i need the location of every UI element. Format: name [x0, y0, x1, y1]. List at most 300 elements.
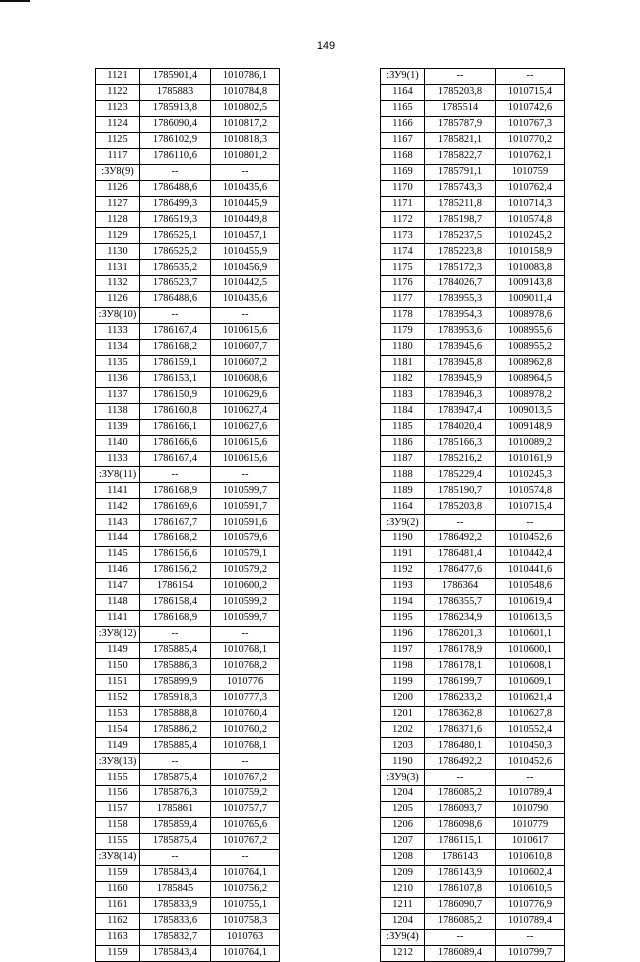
x-coordinate-cell: 1785843,4	[140, 945, 211, 961]
table-row	[96, 292, 280, 308]
x-coordinate-cell: 1786167,7	[140, 515, 211, 531]
point-number-cell: :ЗУ8(10)	[96, 308, 140, 324]
point-number-cell: 1198	[381, 658, 425, 674]
x-coordinate-cell: 1785172,3	[425, 260, 496, 276]
point-number-cell: 1126	[96, 180, 140, 196]
point-number-cell: 1204	[381, 786, 425, 802]
x-coordinate-cell: 1786167,4	[140, 451, 211, 467]
x-coordinate-cell: 1785886,2	[140, 722, 211, 738]
y-coordinate-cell: 1010450,3	[496, 738, 565, 754]
x-coordinate-cell: 1785791,1	[425, 164, 496, 180]
y-coordinate-cell: 1010599,2	[211, 594, 280, 610]
table-row	[96, 786, 280, 802]
x-coordinate-cell: 1785833,6	[140, 913, 211, 929]
point-number-cell: 1176	[381, 276, 425, 292]
table-row	[96, 403, 280, 419]
table-row	[96, 913, 280, 929]
coordinates-table-right	[380, 68, 565, 962]
point-number-cell: 1142	[96, 499, 140, 515]
table-row	[96, 579, 280, 595]
x-coordinate-cell: 1785845	[140, 881, 211, 897]
table-row	[381, 260, 565, 276]
y-coordinate-cell: 1009011,4	[496, 292, 565, 308]
table-row	[381, 786, 565, 802]
table-row	[381, 865, 565, 881]
y-coordinate-cell: 1009013,5	[496, 403, 565, 419]
table-row	[96, 770, 280, 786]
table-row	[381, 658, 565, 674]
y-coordinate-cell: 1010601,1	[496, 626, 565, 642]
x-coordinate-cell: 1786160,8	[140, 403, 211, 419]
x-coordinate-cell: 1786168,2	[140, 339, 211, 355]
table-row	[381, 116, 565, 132]
x-coordinate-cell: 1783945,8	[425, 355, 496, 371]
x-coordinate-cell: 1786115,1	[425, 834, 496, 850]
point-number-cell: 1135	[96, 355, 140, 371]
x-coordinate-cell: 1786154	[140, 579, 211, 595]
x-coordinate-cell: 1783946,3	[425, 387, 496, 403]
table-row	[381, 100, 565, 116]
point-number-cell: 1184	[381, 403, 425, 419]
y-coordinate-cell: 1010161,9	[496, 451, 565, 467]
point-number-cell: 1149	[96, 642, 140, 658]
point-number-cell: 1165	[381, 100, 425, 116]
x-coordinate-cell: 1786178,9	[425, 642, 496, 658]
x-coordinate-cell: 1785237,5	[425, 228, 496, 244]
y-coordinate-cell: 1010600,1	[496, 642, 565, 658]
table-row	[96, 180, 280, 196]
y-coordinate-cell: 1010245,3	[496, 467, 565, 483]
table-row	[381, 579, 565, 595]
point-number-cell: 1175	[381, 260, 425, 276]
point-number-cell: :ЗУ9(2)	[381, 515, 425, 531]
y-coordinate-cell: 1010158,9	[496, 244, 565, 260]
x-coordinate-cell: 1786233,2	[425, 690, 496, 706]
x-coordinate-cell: 1785229,4	[425, 467, 496, 483]
x-coordinate-cell: 1785223,8	[425, 244, 496, 260]
point-number-cell: :ЗУ9(1)	[381, 69, 425, 85]
parcel-header-row	[96, 754, 280, 770]
table-row	[96, 132, 280, 148]
point-number-cell: 1166	[381, 116, 425, 132]
y-coordinate-cell: 1010599,7	[211, 610, 280, 626]
y-coordinate-cell: 1010759,2	[211, 786, 280, 802]
table-row	[96, 929, 280, 945]
y-coordinate-cell: 1008955,6	[496, 324, 565, 340]
y-coordinate-cell: 1010619,4	[496, 594, 565, 610]
x-coordinate-cell: 1786168,9	[140, 483, 211, 499]
parcel-header-row	[96, 626, 280, 642]
x-coordinate-cell: 1786234,9	[425, 610, 496, 626]
y-coordinate-cell: 1010802,5	[211, 100, 280, 116]
y-coordinate-cell: 1010777,3	[211, 690, 280, 706]
x-coordinate-cell: 1783945,9	[425, 371, 496, 387]
x-coordinate-cell: 1786199,7	[425, 674, 496, 690]
point-number-cell: 1158	[96, 818, 140, 834]
y-coordinate-cell: 1010715,4	[496, 84, 565, 100]
y-coordinate-cell: 1010610,8	[496, 849, 565, 865]
point-number-cell: 1207	[381, 834, 425, 850]
parcel-header-row	[381, 69, 565, 85]
table-row	[96, 387, 280, 403]
point-number-cell: 1124	[96, 116, 140, 132]
table-row	[381, 371, 565, 387]
x-coordinate-cell: 1784020,4	[425, 419, 496, 435]
y-coordinate-cell: 1010801,2	[211, 148, 280, 164]
y-coordinate-cell: --	[496, 770, 565, 786]
point-number-cell: 1190	[381, 531, 425, 547]
y-coordinate-cell: 1010552,4	[496, 722, 565, 738]
x-coordinate-cell: 1785203,8	[425, 84, 496, 100]
table-row	[96, 834, 280, 850]
point-number-cell: 1178	[381, 308, 425, 324]
point-number-cell: 1182	[381, 371, 425, 387]
table-row	[381, 834, 565, 850]
point-number-cell: 1155	[96, 834, 140, 850]
table-row	[381, 547, 565, 563]
point-number-cell: 1156	[96, 786, 140, 802]
table-row	[96, 610, 280, 626]
point-number-cell: 1153	[96, 706, 140, 722]
point-number-cell: 1140	[96, 435, 140, 451]
y-coordinate-cell: 1010617	[496, 834, 565, 850]
table-row	[381, 212, 565, 228]
y-coordinate-cell: --	[496, 69, 565, 85]
table-row	[96, 642, 280, 658]
y-coordinate-cell: 1010776	[211, 674, 280, 690]
y-coordinate-cell: 1010591,6	[211, 515, 280, 531]
x-coordinate-cell: 1786102,9	[140, 132, 211, 148]
x-coordinate-cell: 1786523,7	[140, 276, 211, 292]
table-row	[96, 658, 280, 674]
point-number-cell: 1125	[96, 132, 140, 148]
point-number-cell: 1211	[381, 897, 425, 913]
table-row	[96, 547, 280, 563]
point-number-cell: 1201	[381, 706, 425, 722]
coordinates-table-left	[95, 68, 280, 962]
table-row	[96, 897, 280, 913]
table-row	[381, 690, 565, 706]
table-row	[381, 84, 565, 100]
point-number-cell: 1163	[96, 929, 140, 945]
y-coordinate-cell: 1010435,6	[211, 180, 280, 196]
table-row	[96, 499, 280, 515]
point-number-cell: 1131	[96, 260, 140, 276]
table-row	[96, 196, 280, 212]
x-coordinate-cell: 1786169,6	[140, 499, 211, 515]
x-coordinate-cell: 1786525,1	[140, 228, 211, 244]
x-coordinate-cell: 1786492,2	[425, 754, 496, 770]
y-coordinate-cell: 1010763	[211, 929, 280, 945]
point-number-cell: 1172	[381, 212, 425, 228]
point-number-cell: 1129	[96, 228, 140, 244]
x-coordinate-cell: 1786499,3	[140, 196, 211, 212]
table-row	[381, 308, 565, 324]
parcel-header-row	[96, 467, 280, 483]
y-coordinate-cell: --	[211, 849, 280, 865]
table-row	[96, 802, 280, 818]
x-coordinate-cell: 1786201,3	[425, 626, 496, 642]
x-coordinate-cell: 1785875,4	[140, 834, 211, 850]
table-row	[96, 355, 280, 371]
table-row	[96, 674, 280, 690]
y-coordinate-cell: 1010627,6	[211, 419, 280, 435]
point-number-cell: 1136	[96, 371, 140, 387]
x-coordinate-cell: --	[140, 467, 211, 483]
point-number-cell: 1133	[96, 324, 140, 340]
table-row	[96, 116, 280, 132]
point-number-cell: 1194	[381, 594, 425, 610]
point-number-cell: 1164	[381, 84, 425, 100]
y-coordinate-cell: 1010767,2	[211, 770, 280, 786]
table-row	[381, 196, 565, 212]
y-coordinate-cell: 1010607,7	[211, 339, 280, 355]
table-row	[381, 419, 565, 435]
y-coordinate-cell: 1008978,2	[496, 387, 565, 403]
table-row	[381, 292, 565, 308]
x-coordinate-cell: 1783954,3	[425, 308, 496, 324]
point-number-cell: 1121	[96, 69, 140, 85]
point-number-cell: 1159	[96, 865, 140, 881]
table-row	[381, 754, 565, 770]
x-coordinate-cell: 1785883	[140, 84, 211, 100]
point-number-cell: 1196	[381, 626, 425, 642]
table-row	[381, 945, 565, 961]
y-coordinate-cell: 1010790	[496, 802, 565, 818]
point-number-cell: 1132	[96, 276, 140, 292]
point-number-cell: 1159	[96, 945, 140, 961]
table-row	[381, 849, 565, 865]
y-coordinate-cell: 1010784,8	[211, 84, 280, 100]
y-coordinate-cell: 1010762,1	[496, 148, 565, 164]
y-coordinate-cell: --	[211, 754, 280, 770]
table-row	[381, 435, 565, 451]
y-coordinate-cell: 1010615,6	[211, 435, 280, 451]
table-row	[381, 881, 565, 897]
x-coordinate-cell: 1783947,4	[425, 403, 496, 419]
y-coordinate-cell: 1010768,1	[211, 738, 280, 754]
x-coordinate-cell: 1786110,6	[140, 148, 211, 164]
point-number-cell: 1190	[381, 754, 425, 770]
y-coordinate-cell: 1010768,1	[211, 642, 280, 658]
point-number-cell: 1209	[381, 865, 425, 881]
point-number-cell: 1188	[381, 467, 425, 483]
y-coordinate-cell: 1010579,1	[211, 547, 280, 563]
point-number-cell: 1154	[96, 722, 140, 738]
x-coordinate-cell: 1786158,4	[140, 594, 211, 610]
table-row	[381, 148, 565, 164]
table-row	[381, 324, 565, 340]
point-number-cell: 1181	[381, 355, 425, 371]
x-coordinate-cell: 1786519,3	[140, 212, 211, 228]
x-coordinate-cell: 1785787,9	[425, 116, 496, 132]
x-coordinate-cell: 1785876,3	[140, 786, 211, 802]
y-coordinate-cell: --	[496, 929, 565, 945]
page-number: 149	[316, 40, 336, 52]
point-number-cell: 1191	[381, 547, 425, 563]
x-coordinate-cell: 1783953,6	[425, 324, 496, 340]
x-coordinate-cell: 1786481,4	[425, 547, 496, 563]
x-coordinate-cell: --	[425, 69, 496, 85]
table-row	[96, 419, 280, 435]
point-number-cell: 1167	[381, 132, 425, 148]
x-coordinate-cell: 1786480,1	[425, 738, 496, 754]
table-row	[381, 563, 565, 579]
table-row	[381, 722, 565, 738]
x-coordinate-cell: --	[140, 754, 211, 770]
point-number-cell: 1192	[381, 563, 425, 579]
x-coordinate-cell: 1786167,4	[140, 324, 211, 340]
point-number-cell: 1186	[381, 435, 425, 451]
x-coordinate-cell: 1783955,3	[425, 292, 496, 308]
table-row	[96, 706, 280, 722]
point-number-cell: 1189	[381, 483, 425, 499]
y-coordinate-cell: 1010759	[496, 164, 565, 180]
x-coordinate-cell: 1786535,2	[140, 260, 211, 276]
table-row	[96, 212, 280, 228]
table-row	[381, 913, 565, 929]
x-coordinate-cell: 1785843,4	[140, 865, 211, 881]
x-coordinate-cell: 1785203,8	[425, 499, 496, 515]
point-number-cell: 1139	[96, 419, 140, 435]
point-number-cell: :ЗУ8(13)	[96, 754, 140, 770]
point-number-cell: 1160	[96, 881, 140, 897]
x-coordinate-cell: 1786166,6	[140, 435, 211, 451]
table-row	[96, 276, 280, 292]
table-row	[96, 483, 280, 499]
y-coordinate-cell: 1010765,6	[211, 818, 280, 834]
point-number-cell: 1134	[96, 339, 140, 355]
x-coordinate-cell: 1786178,1	[425, 658, 496, 674]
point-number-cell: 1126	[96, 292, 140, 308]
point-number-cell: 1210	[381, 881, 425, 897]
y-coordinate-cell: 1010609,1	[496, 674, 565, 690]
x-coordinate-cell: 1786143,9	[425, 865, 496, 881]
x-coordinate-cell: 1786371,6	[425, 722, 496, 738]
point-number-cell: 1151	[96, 674, 140, 690]
point-number-cell: 1141	[96, 483, 140, 499]
y-coordinate-cell: 1010600,2	[211, 579, 280, 595]
point-number-cell: 1137	[96, 387, 140, 403]
x-coordinate-cell: 1786089,4	[425, 945, 496, 961]
point-number-cell: 1127	[96, 196, 140, 212]
point-number-cell: 1206	[381, 818, 425, 834]
y-coordinate-cell: 1010789,4	[496, 913, 565, 929]
table-row	[381, 339, 565, 355]
y-coordinate-cell: 1008978,6	[496, 308, 565, 324]
x-coordinate-cell: 1786362,8	[425, 706, 496, 722]
point-number-cell: 1195	[381, 610, 425, 626]
x-coordinate-cell: 1786085,2	[425, 913, 496, 929]
x-coordinate-cell: 1786166,1	[140, 419, 211, 435]
x-coordinate-cell: 1785875,4	[140, 770, 211, 786]
point-number-cell: 1164	[381, 499, 425, 515]
x-coordinate-cell: 1785198,7	[425, 212, 496, 228]
y-coordinate-cell: 1010621,4	[496, 690, 565, 706]
table-row	[96, 371, 280, 387]
x-coordinate-cell: 1786153,1	[140, 371, 211, 387]
table-row	[96, 818, 280, 834]
table-row	[381, 610, 565, 626]
table-row	[96, 722, 280, 738]
x-coordinate-cell: 1784026,7	[425, 276, 496, 292]
point-number-cell: 1199	[381, 674, 425, 690]
y-coordinate-cell: --	[211, 626, 280, 642]
x-coordinate-cell: 1785901,4	[140, 69, 211, 85]
table-row	[96, 563, 280, 579]
y-coordinate-cell: 1010579,2	[211, 563, 280, 579]
table-row	[381, 180, 565, 196]
parcel-header-row	[96, 164, 280, 180]
point-number-cell: 1202	[381, 722, 425, 738]
point-number-cell: 1200	[381, 690, 425, 706]
point-number-cell: 1183	[381, 387, 425, 403]
y-coordinate-cell: 1010627,4	[211, 403, 280, 419]
point-number-cell: 1152	[96, 690, 140, 706]
point-number-cell: 1149	[96, 738, 140, 754]
parcel-header-row	[381, 929, 565, 945]
table-row	[96, 339, 280, 355]
x-coordinate-cell: 1785913,8	[140, 100, 211, 116]
y-coordinate-cell: 1010758,3	[211, 913, 280, 929]
point-number-cell: :ЗУ8(9)	[96, 164, 140, 180]
point-number-cell: 1145	[96, 547, 140, 563]
point-number-cell: 1174	[381, 244, 425, 260]
table-row	[96, 451, 280, 467]
table-row	[381, 897, 565, 913]
y-coordinate-cell: 1008955,2	[496, 339, 565, 355]
parcel-header-row	[96, 849, 280, 865]
table-row	[96, 690, 280, 706]
table-row	[381, 674, 565, 690]
y-coordinate-cell: 1009148,9	[496, 419, 565, 435]
y-coordinate-cell: 1010627,8	[496, 706, 565, 722]
y-coordinate-cell: 1010455,9	[211, 244, 280, 260]
parcel-header-row	[381, 515, 565, 531]
point-number-cell: 1203	[381, 738, 425, 754]
x-coordinate-cell: 1786090,7	[425, 897, 496, 913]
y-coordinate-cell: 1010742,6	[496, 100, 565, 116]
y-coordinate-cell: 1010760,4	[211, 706, 280, 722]
y-coordinate-cell: 1010615,6	[211, 451, 280, 467]
y-coordinate-cell: 1010452,6	[496, 531, 565, 547]
y-coordinate-cell: 1010435,6	[211, 292, 280, 308]
point-number-cell: 1148	[96, 594, 140, 610]
y-coordinate-cell: 1010764,1	[211, 945, 280, 961]
y-coordinate-cell: 1008962,8	[496, 355, 565, 371]
y-coordinate-cell: 1010441,6	[496, 563, 565, 579]
point-number-cell: 1161	[96, 897, 140, 913]
x-coordinate-cell: 1786156,2	[140, 563, 211, 579]
y-coordinate-cell: 1010615,6	[211, 324, 280, 340]
y-coordinate-cell: 1010764,1	[211, 865, 280, 881]
point-number-cell: 1123	[96, 100, 140, 116]
x-coordinate-cell: --	[425, 929, 496, 945]
point-number-cell: 1171	[381, 196, 425, 212]
y-coordinate-cell: 1010452,6	[496, 754, 565, 770]
point-number-cell: 1212	[381, 945, 425, 961]
y-coordinate-cell: 1010607,2	[211, 355, 280, 371]
y-coordinate-cell: 1010715,4	[496, 499, 565, 515]
y-coordinate-cell: --	[211, 164, 280, 180]
y-coordinate-cell: 1010442,5	[211, 276, 280, 292]
table-row	[96, 228, 280, 244]
y-coordinate-cell: 1010767,2	[211, 834, 280, 850]
y-coordinate-cell: 1010457,1	[211, 228, 280, 244]
point-number-cell: 1169	[381, 164, 425, 180]
x-coordinate-cell: 1786098,6	[425, 818, 496, 834]
y-coordinate-cell: 1010599,7	[211, 483, 280, 499]
